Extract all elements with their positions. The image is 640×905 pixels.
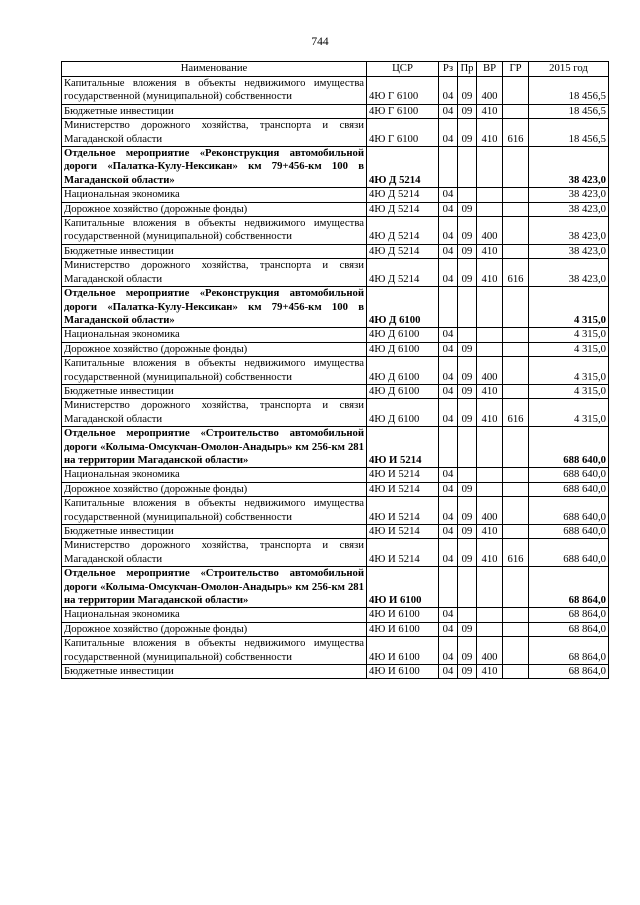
- cell-vr: 410: [477, 104, 503, 118]
- cell-pr: [458, 147, 477, 188]
- cell-pr: [458, 427, 477, 468]
- cell-rz: 04: [439, 244, 458, 258]
- cell-vr: 410: [477, 384, 503, 398]
- cell-gr: [503, 384, 529, 398]
- cell-rz: [439, 147, 458, 188]
- header-year: 2015 год: [529, 62, 609, 77]
- cell-amount: 68 864,0: [529, 567, 609, 608]
- cell-gr: [503, 622, 529, 636]
- cell-name: Бюджетные инвестиции: [62, 244, 367, 258]
- cell-vr: 410: [477, 665, 503, 679]
- cell-vr: [477, 468, 503, 482]
- header-gr: ГР: [503, 62, 529, 77]
- cell-gr: [503, 637, 529, 665]
- cell-rz: 04: [439, 482, 458, 496]
- cell-csr: 4Ю Д 6100: [367, 342, 439, 356]
- cell-csr: 4Ю И 5214: [367, 497, 439, 525]
- cell-gr: [503, 147, 529, 188]
- cell-rz: 04: [439, 399, 458, 427]
- cell-name: Отдельное мероприятие «Строительство автомобильной дороги «Колыма-Омсукчан-Омолон-Анадырь» км 256-км 281 на территории Магаданской области»: [62, 427, 367, 468]
- cell-gr: 616: [503, 399, 529, 427]
- cell-pr: 09: [458, 77, 477, 105]
- table-row: [62, 104, 609, 118]
- cell-name: Национальная экономика: [62, 188, 367, 202]
- cell-name: Бюджетные инвестиции: [62, 384, 367, 398]
- cell-gr: [503, 217, 529, 245]
- cell-name: Министерство дорожного хозяйства, транспорта и связи Магаданской области: [62, 539, 367, 567]
- cell-csr: 4Ю И 6100: [367, 665, 439, 679]
- cell-amount: 4 315,0: [529, 357, 609, 385]
- cell-rz: 04: [439, 539, 458, 567]
- table-row: [62, 147, 609, 188]
- table-row: [62, 328, 609, 342]
- cell-gr: [503, 482, 529, 496]
- cell-csr: 4Ю И 6100: [367, 608, 439, 622]
- cell-rz: [439, 567, 458, 608]
- cell-name: Бюджетные инвестиции: [62, 104, 367, 118]
- cell-amount: 4 315,0: [529, 399, 609, 427]
- cell-pr: 09: [458, 525, 477, 539]
- table-row: [62, 357, 609, 385]
- cell-vr: 410: [477, 244, 503, 258]
- budget-table: [61, 61, 609, 679]
- cell-csr: 4Ю И 6100: [367, 637, 439, 665]
- cell-pr: 09: [458, 244, 477, 258]
- cell-vr: [477, 328, 503, 342]
- cell-gr: 616: [503, 259, 529, 287]
- cell-name: Дорожное хозяйство (дорожные фонды): [62, 482, 367, 496]
- cell-vr: 400: [477, 217, 503, 245]
- cell-vr: 400: [477, 77, 503, 105]
- cell-csr: 4Ю Д 5214: [367, 244, 439, 258]
- cell-vr: [477, 342, 503, 356]
- cell-vr: [477, 622, 503, 636]
- cell-pr: [458, 567, 477, 608]
- cell-csr: 4Ю Г 6100: [367, 104, 439, 118]
- cell-rz: 04: [439, 637, 458, 665]
- cell-rz: 04: [439, 357, 458, 385]
- cell-name: Капитальные вложения в объекты недвижимого имущества государственной (муниципальной) собственности: [62, 637, 367, 665]
- cell-amount: 38 423,0: [529, 188, 609, 202]
- cell-vr: 410: [477, 399, 503, 427]
- cell-rz: 04: [439, 328, 458, 342]
- cell-rz: 04: [439, 104, 458, 118]
- cell-amount: 68 864,0: [529, 622, 609, 636]
- cell-vr: 400: [477, 497, 503, 525]
- cell-amount: 38 423,0: [529, 217, 609, 245]
- cell-gr: [503, 497, 529, 525]
- table-row: [62, 399, 609, 427]
- header-csr: ЦСР: [367, 62, 439, 77]
- cell-amount: 4 315,0: [529, 287, 609, 328]
- cell-rz: 04: [439, 608, 458, 622]
- cell-vr: [477, 188, 503, 202]
- cell-name: Отдельное мероприятие «Реконструкция автомобильной дороги «Палатка-Кулу-Нексикан» км 79+456-км 100 в Магаданской области»: [62, 147, 367, 188]
- cell-name: Национальная экономика: [62, 608, 367, 622]
- table-row: [62, 217, 609, 245]
- table-row: [62, 482, 609, 496]
- table-row: [62, 259, 609, 287]
- cell-rz: 04: [439, 525, 458, 539]
- cell-amount: 18 456,5: [529, 119, 609, 147]
- cell-vr: 410: [477, 259, 503, 287]
- cell-gr: [503, 567, 529, 608]
- cell-vr: [477, 567, 503, 608]
- page-number: 744: [311, 36, 329, 48]
- header-pr: Пр: [458, 62, 477, 77]
- table-row: [62, 608, 609, 622]
- cell-rz: 04: [439, 384, 458, 398]
- cell-csr: 4Ю И 6100: [367, 567, 439, 608]
- cell-vr: 400: [477, 357, 503, 385]
- cell-amount: 688 640,0: [529, 497, 609, 525]
- cell-amount: 688 640,0: [529, 525, 609, 539]
- cell-csr: 4Ю Д 6100: [367, 384, 439, 398]
- cell-vr: [477, 287, 503, 328]
- table-row: [62, 287, 609, 328]
- cell-pr: 09: [458, 357, 477, 385]
- cell-pr: 09: [458, 259, 477, 287]
- cell-name: Бюджетные инвестиции: [62, 525, 367, 539]
- table-row: [62, 525, 609, 539]
- cell-csr: 4Ю И 5214: [367, 539, 439, 567]
- cell-amount: 688 640,0: [529, 539, 609, 567]
- cell-name: Дорожное хозяйство (дорожные фонды): [62, 622, 367, 636]
- cell-csr: 4Ю Д 6100: [367, 357, 439, 385]
- cell-rz: 04: [439, 622, 458, 636]
- cell-amount: 4 315,0: [529, 342, 609, 356]
- cell-csr: 4Ю Д 5214: [367, 188, 439, 202]
- cell-csr: 4Ю Д 6100: [367, 287, 439, 328]
- cell-pr: 09: [458, 202, 477, 216]
- cell-gr: [503, 342, 529, 356]
- table-row: [62, 567, 609, 608]
- cell-amount: 38 423,0: [529, 202, 609, 216]
- cell-pr: [458, 188, 477, 202]
- cell-name: Бюджетные инвестиции: [62, 665, 367, 679]
- cell-rz: 04: [439, 202, 458, 216]
- cell-rz: 04: [439, 342, 458, 356]
- table-row: [62, 468, 609, 482]
- table-row: [62, 119, 609, 147]
- cell-rz: 04: [439, 259, 458, 287]
- table-row: [62, 622, 609, 636]
- cell-vr: [477, 482, 503, 496]
- cell-gr: [503, 357, 529, 385]
- cell-rz: 04: [439, 188, 458, 202]
- cell-gr: [503, 287, 529, 328]
- cell-name: Национальная экономика: [62, 468, 367, 482]
- cell-name: Отдельное мероприятие «Реконструкция автомобильной дороги «Палатка-Кулу-Нексикан» км 79+456-км 100 в Магаданской области»: [62, 287, 367, 328]
- table-row: [62, 77, 609, 105]
- cell-name: Национальная экономика: [62, 328, 367, 342]
- header-name: Наименование: [62, 62, 367, 77]
- cell-pr: [458, 608, 477, 622]
- cell-csr: 4Ю Д 5214: [367, 217, 439, 245]
- cell-pr: 09: [458, 104, 477, 118]
- cell-name: Капитальные вложения в объекты недвижимого имущества государственной (муниципальной) собственности: [62, 217, 367, 245]
- cell-pr: 09: [458, 622, 477, 636]
- cell-amount: 38 423,0: [529, 244, 609, 258]
- cell-rz: [439, 427, 458, 468]
- cell-vr: [477, 202, 503, 216]
- cell-pr: 09: [458, 342, 477, 356]
- cell-name: Министерство дорожного хозяйства, транспорта и связи Магаданской области: [62, 119, 367, 147]
- table-row: [62, 188, 609, 202]
- cell-csr: 4Ю И 5214: [367, 525, 439, 539]
- cell-pr: 09: [458, 217, 477, 245]
- cell-pr: 09: [458, 665, 477, 679]
- cell-rz: 04: [439, 119, 458, 147]
- cell-amount: 18 456,5: [529, 104, 609, 118]
- cell-name: Министерство дорожного хозяйства, транспорта и связи Магаданской области: [62, 259, 367, 287]
- cell-vr: [477, 147, 503, 188]
- cell-amount: 688 640,0: [529, 482, 609, 496]
- cell-rz: 04: [439, 497, 458, 525]
- cell-gr: [503, 104, 529, 118]
- cell-pr: [458, 287, 477, 328]
- cell-vr: [477, 608, 503, 622]
- cell-csr: 4Ю Д 5214: [367, 147, 439, 188]
- cell-name: Министерство дорожного хозяйства, транспорта и связи Магаданской области: [62, 399, 367, 427]
- header-vr: ВР: [477, 62, 503, 77]
- cell-pr: [458, 328, 477, 342]
- cell-pr: 09: [458, 637, 477, 665]
- cell-name: Дорожное хозяйство (дорожные фонды): [62, 202, 367, 216]
- cell-rz: 04: [439, 468, 458, 482]
- cell-gr: 616: [503, 539, 529, 567]
- cell-amount: 4 315,0: [529, 384, 609, 398]
- cell-amount: 18 456,5: [529, 77, 609, 105]
- cell-amount: 38 423,0: [529, 147, 609, 188]
- cell-pr: [458, 468, 477, 482]
- cell-csr: 4Ю И 5214: [367, 468, 439, 482]
- table-row: [62, 427, 609, 468]
- cell-vr: 400: [477, 637, 503, 665]
- cell-gr: [503, 202, 529, 216]
- table-row: [62, 244, 609, 258]
- cell-gr: [503, 427, 529, 468]
- cell-csr: 4Ю Г 6100: [367, 77, 439, 105]
- cell-pr: 09: [458, 539, 477, 567]
- cell-pr: 09: [458, 384, 477, 398]
- cell-pr: 09: [458, 482, 477, 496]
- cell-csr: 4Ю Д 5214: [367, 259, 439, 287]
- table-row: [62, 202, 609, 216]
- cell-csr: 4Ю Д 6100: [367, 399, 439, 427]
- cell-pr: 09: [458, 497, 477, 525]
- cell-vr: 410: [477, 119, 503, 147]
- cell-name: Дорожное хозяйство (дорожные фонды): [62, 342, 367, 356]
- table-row: [62, 637, 609, 665]
- cell-gr: [503, 525, 529, 539]
- cell-name: Капитальные вложения в объекты недвижимого имущества государственной (муниципальной) собственности: [62, 77, 367, 105]
- cell-csr: 4Ю Д 5214: [367, 202, 439, 216]
- cell-gr: 616: [503, 119, 529, 147]
- cell-rz: 04: [439, 217, 458, 245]
- cell-vr: 410: [477, 525, 503, 539]
- cell-amount: 688 640,0: [529, 468, 609, 482]
- cell-name: Капитальные вложения в объекты недвижимого имущества государственной (муниципальной) собственности: [62, 497, 367, 525]
- table-row: [62, 539, 609, 567]
- cell-gr: [503, 328, 529, 342]
- cell-name: Отдельное мероприятие «Строительство автомобильной дороги «Колыма-Омсукчан-Омолон-Анадырь» км 256-км 281 на территории Магаданской области»: [62, 567, 367, 608]
- table-header-row: [62, 62, 609, 77]
- cell-rz: 04: [439, 665, 458, 679]
- cell-gr: [503, 188, 529, 202]
- cell-amount: 68 864,0: [529, 665, 609, 679]
- cell-csr: 4Ю Г 6100: [367, 119, 439, 147]
- cell-csr: 4Ю И 5214: [367, 427, 439, 468]
- cell-vr: [477, 427, 503, 468]
- cell-name: Капитальные вложения в объекты недвижимого имущества государственной (муниципальной) собственности: [62, 357, 367, 385]
- cell-rz: 04: [439, 77, 458, 105]
- cell-csr: 4Ю Д 6100: [367, 328, 439, 342]
- cell-gr: [503, 77, 529, 105]
- cell-gr: [503, 665, 529, 679]
- cell-pr: 09: [458, 399, 477, 427]
- cell-csr: 4Ю И 5214: [367, 482, 439, 496]
- cell-vr: 410: [477, 539, 503, 567]
- cell-amount: 688 640,0: [529, 427, 609, 468]
- cell-gr: [503, 468, 529, 482]
- cell-amount: 68 864,0: [529, 608, 609, 622]
- cell-amount: 68 864,0: [529, 637, 609, 665]
- cell-csr: 4Ю И 6100: [367, 622, 439, 636]
- cell-rz: [439, 287, 458, 328]
- cell-gr: [503, 244, 529, 258]
- cell-gr: [503, 608, 529, 622]
- header-rz: Рз: [439, 62, 458, 77]
- table-row: [62, 342, 609, 356]
- cell-pr: 09: [458, 119, 477, 147]
- table-row: [62, 384, 609, 398]
- cell-amount: 4 315,0: [529, 328, 609, 342]
- table-row: [62, 665, 609, 679]
- table-row: [62, 497, 609, 525]
- cell-amount: 38 423,0: [529, 259, 609, 287]
